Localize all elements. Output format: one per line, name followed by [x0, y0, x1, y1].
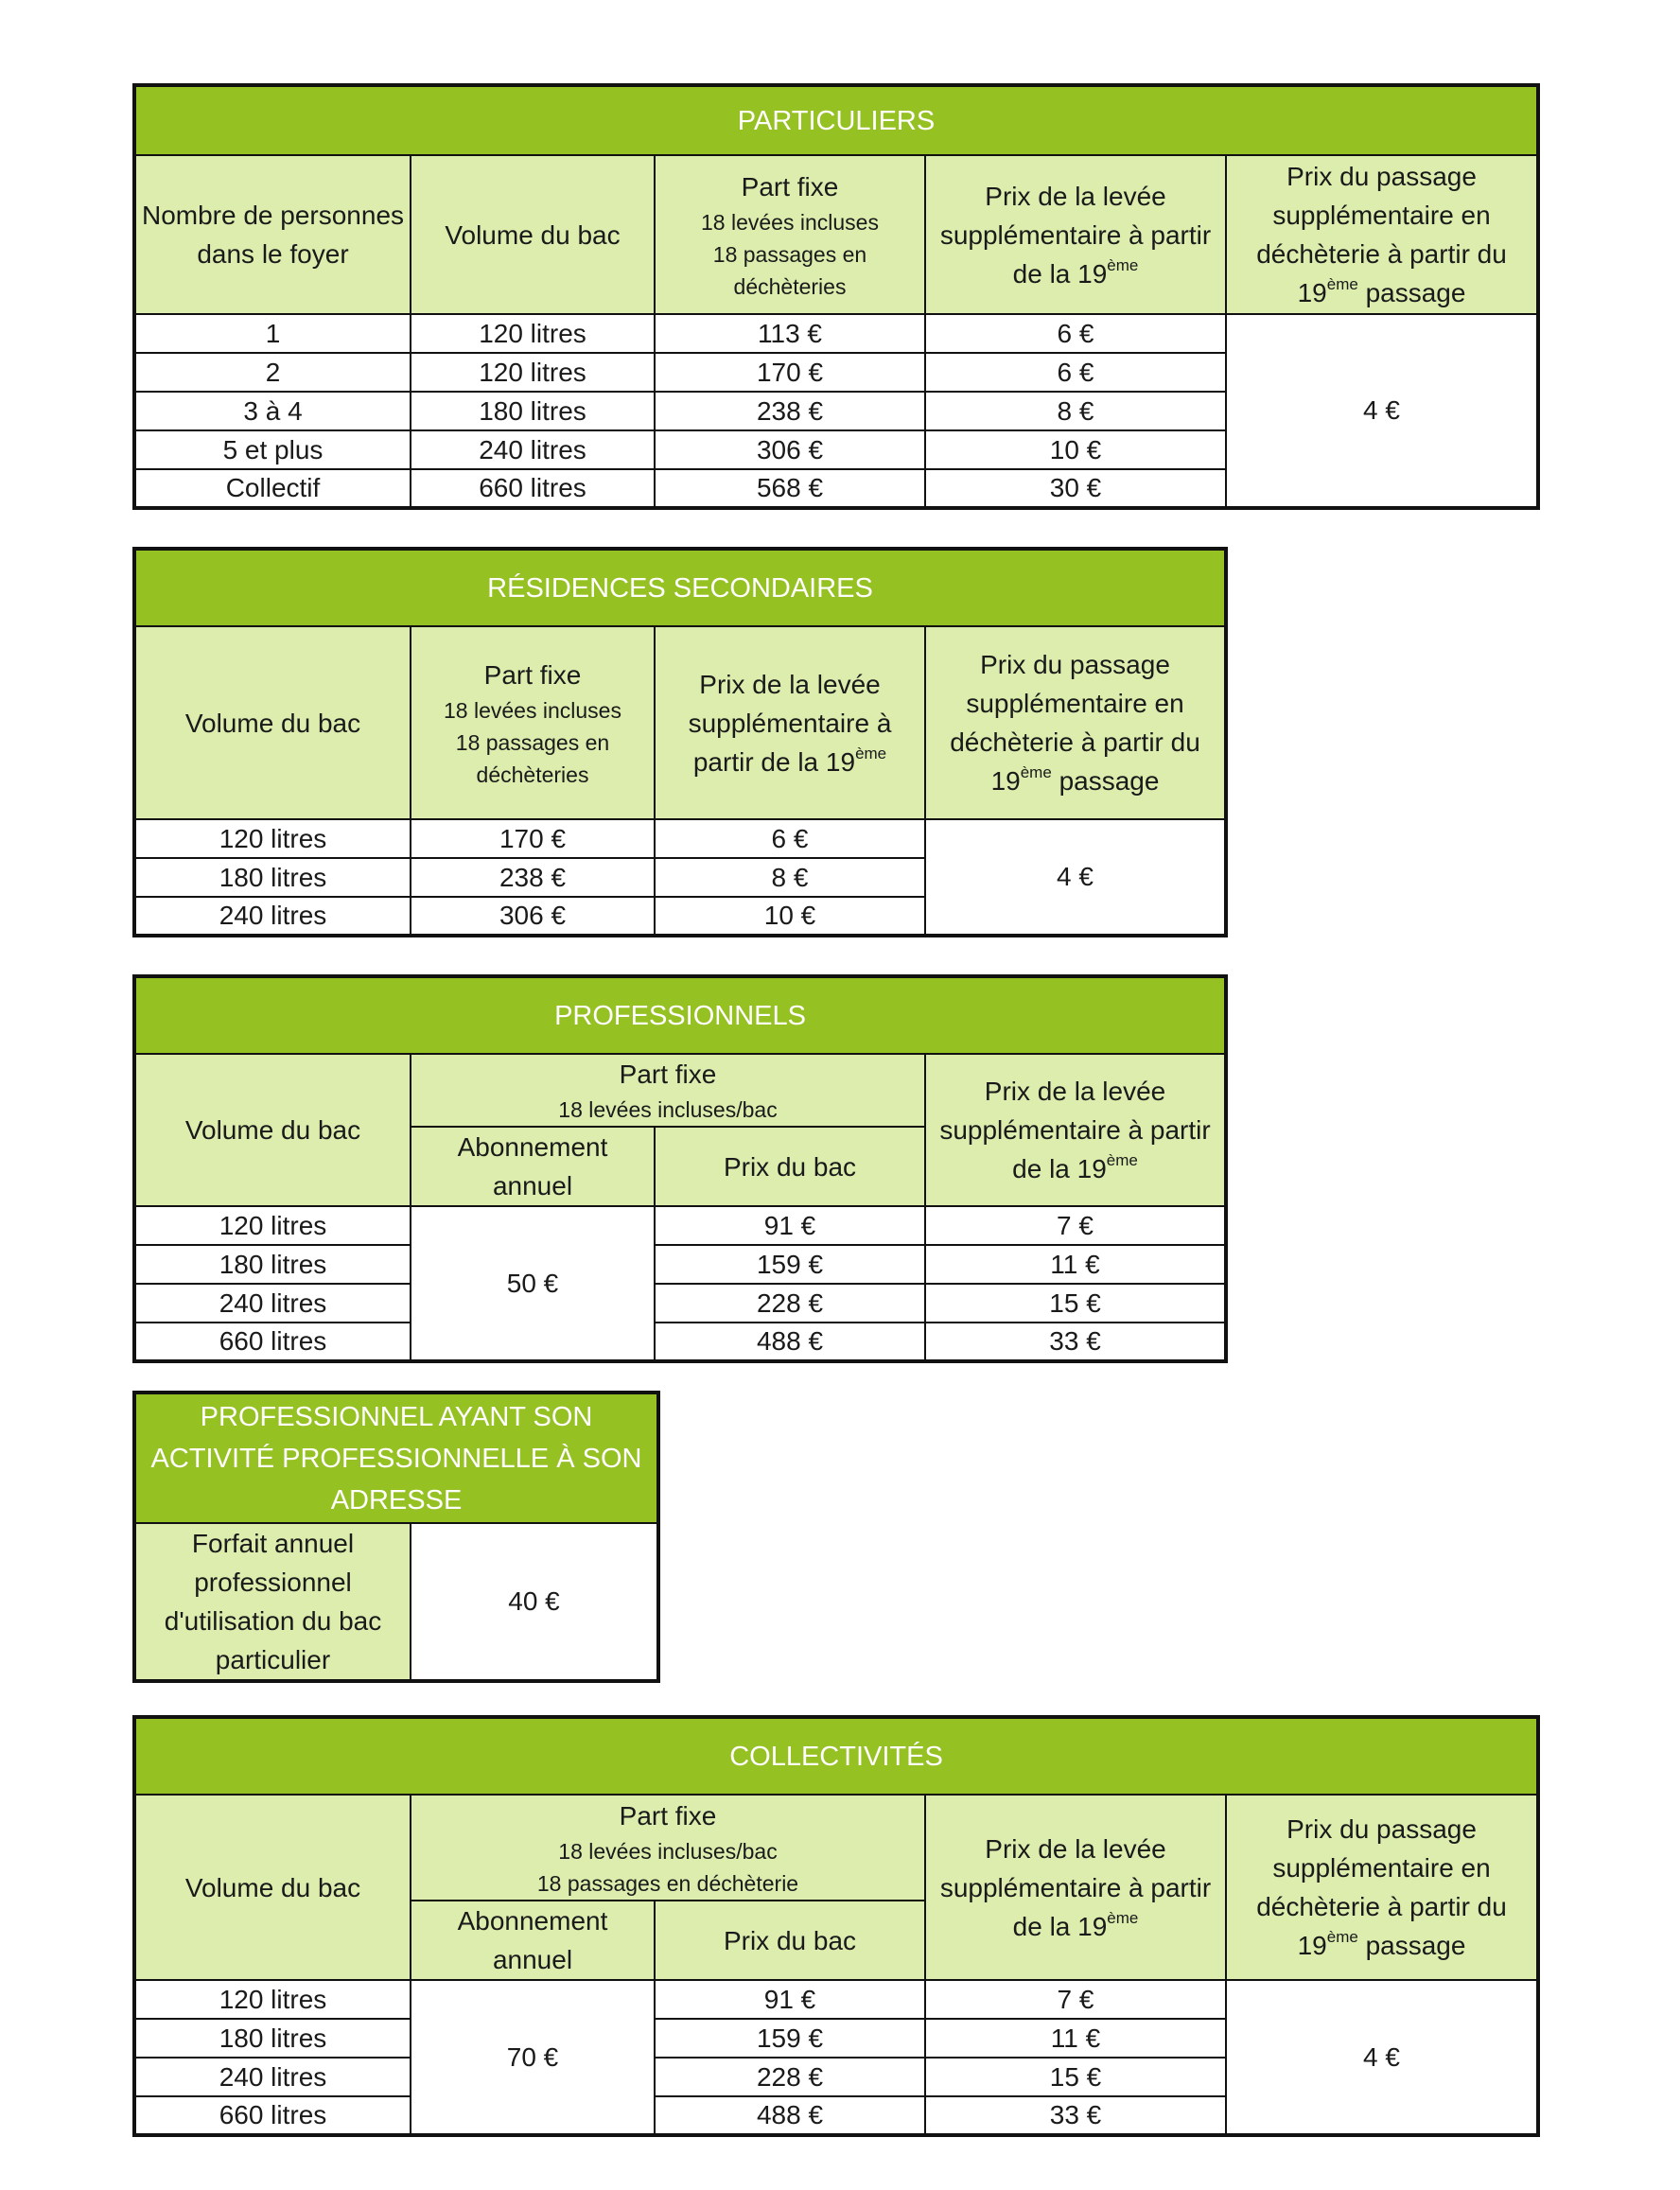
- table-title: RÉSIDENCES SECONDAIRES: [134, 549, 1226, 626]
- cell-bac: 159 €: [655, 2019, 925, 2058]
- header-levee: Prix de la levée supplémentaire à partir de la 19ème: [925, 1795, 1226, 1980]
- header-part-fixe: [655, 155, 925, 314]
- cell-volume: 240 litres: [134, 2058, 411, 2096]
- cell-levee: 8 €: [655, 858, 925, 897]
- cell-persons: 3 à 4: [134, 392, 411, 430]
- header-prix-bac: Prix du bac: [655, 1127, 925, 1206]
- cell-bac: 91 €: [655, 1206, 925, 1245]
- cell-volume: 240 litres: [411, 430, 655, 469]
- cell-volume: 240 litres: [134, 897, 411, 936]
- cell-volume: 120 litres: [134, 1206, 411, 1245]
- cell-fixe: 568 €: [655, 469, 925, 508]
- table-title: PROFESSIONNELS: [134, 976, 1226, 1054]
- header-abonnement: Abonnement annuel: [411, 1901, 655, 1980]
- table-row: [134, 1284, 1226, 1323]
- cell-fixe: 306 €: [411, 897, 655, 936]
- cell-levee: 7 €: [925, 1206, 1226, 1245]
- header-volume: Volume du bac: [411, 155, 655, 314]
- cell-bac: 159 €: [655, 1245, 925, 1284]
- table-row: [134, 1245, 1226, 1284]
- cell-levee: 10 €: [655, 897, 925, 936]
- table-residences-secondaires: [132, 547, 1228, 937]
- header-volume: Volume du bac: [134, 626, 411, 819]
- cell-volume: 180 litres: [134, 858, 411, 897]
- header-volume: Volume du bac: [134, 1795, 411, 1980]
- table-professionnels: [132, 974, 1228, 1363]
- cell-levee: 15 €: [925, 1284, 1226, 1323]
- table-title: COLLECTIVITÉS: [134, 1717, 1538, 1795]
- cell-levee: 33 €: [925, 2096, 1226, 2135]
- part-fixe-sub: 18 levées incluses: [444, 697, 621, 723]
- part-fixe-label: Part fixe: [619, 1800, 717, 1831]
- cell-volume: 180 litres: [134, 1245, 411, 1284]
- cell-bac: 228 €: [655, 1284, 925, 1323]
- cell-bac: 488 €: [655, 1323, 925, 1361]
- part-fixe-sub: 18 passages en déchèterie: [536, 1870, 799, 1896]
- header-part-fixe: [411, 1054, 925, 1127]
- cell-volume: 180 litres: [411, 392, 655, 430]
- forfait-price: 40 €: [411, 1523, 658, 1681]
- header-passage: Prix du passage supplémentaire en déchèterie à partir du 19ème passage: [1226, 1795, 1538, 1980]
- part-fixe-label: Part fixe: [619, 1060, 717, 1089]
- header-levee: Prix de la levée supplémentaire à partir de la 19ème: [925, 155, 1226, 314]
- cell-volume: 120 litres: [134, 819, 411, 858]
- table-row: [134, 819, 1226, 858]
- cell-fixe: 170 €: [411, 819, 655, 858]
- cell-abonnement-price: 70 €: [411, 1980, 655, 2135]
- table-particuliers: [132, 83, 1540, 510]
- header-part-fixe: [411, 626, 655, 819]
- cell-levee: 15 €: [925, 2058, 1226, 2096]
- cell-fixe: 170 €: [655, 353, 925, 392]
- table-title: PARTICULIERS: [134, 85, 1538, 155]
- cell-bac: 91 €: [655, 1980, 925, 2019]
- table-row: [134, 1323, 1226, 1361]
- cell-levee: 6 €: [655, 819, 925, 858]
- cell-levee: 33 €: [925, 1323, 1226, 1361]
- cell-volume: 120 litres: [134, 1980, 411, 2019]
- cell-levee: 11 €: [925, 2019, 1226, 2058]
- cell-levee: 10 €: [925, 430, 1226, 469]
- table-title: PROFESSIONNEL AYANT SON ACTIVITÉ PROFESSIONNELLE À SON ADRESSE: [134, 1393, 658, 1523]
- cell-levee: 7 €: [925, 1980, 1226, 2019]
- cell-volume: 120 litres: [411, 353, 655, 392]
- cell-abonnement-price: 50 €: [411, 1206, 655, 1361]
- cell-fixe: 238 €: [411, 858, 655, 897]
- cell-bac: 488 €: [655, 2096, 925, 2135]
- header-abonnement: Abonnement annuel: [411, 1127, 655, 1206]
- header-levee: Prix de la levée supplémentaire à partir de la 19ème: [655, 626, 925, 819]
- part-fixe-sub: 18 passages en déchèteries: [455, 729, 610, 787]
- part-fixe-sub: 18 levées incluses/bac: [558, 1838, 778, 1864]
- cell-levee: 30 €: [925, 469, 1226, 508]
- header-prix-bac: Prix du bac: [655, 1901, 925, 1980]
- cell-volume: 240 litres: [134, 1284, 411, 1323]
- cell-levee: 6 €: [925, 353, 1226, 392]
- cell-levee: 8 €: [925, 392, 1226, 430]
- cell-levee: 11 €: [925, 1245, 1226, 1284]
- table-collectivites: [132, 1715, 1540, 2137]
- cell-passage-price: 4 €: [925, 819, 1226, 936]
- header-part-fixe: [411, 1795, 925, 1901]
- cell-bac: 228 €: [655, 2058, 925, 2096]
- cell-persons: 2: [134, 353, 411, 392]
- forfait-label: Forfait annuel professionnel d'utilisation du bac particulier: [134, 1523, 411, 1681]
- part-fixe-label: Part fixe: [741, 171, 839, 201]
- cell-passage-price: 4 €: [1226, 1980, 1538, 2135]
- cell-passage-price: 4 €: [1226, 314, 1538, 508]
- table-row: [134, 314, 1538, 353]
- cell-levee: 6 €: [925, 314, 1226, 353]
- cell-fixe: 306 €: [655, 430, 925, 469]
- cell-persons: 5 et plus: [134, 430, 411, 469]
- table-row: [134, 1206, 1226, 1245]
- cell-volume: 660 litres: [134, 2096, 411, 2135]
- cell-fixe: 113 €: [655, 314, 925, 353]
- cell-volume: 180 litres: [134, 2019, 411, 2058]
- part-fixe-sub: 18 levées incluses/bac: [558, 1097, 778, 1122]
- cell-persons: Collectif: [134, 469, 411, 508]
- cell-volume: 660 litres: [411, 469, 655, 508]
- part-fixe-sub: 18 passages en déchèteries: [712, 241, 867, 299]
- table-row: [134, 1980, 1538, 2019]
- header-persons: Nombre de personnes dans le foyer: [134, 155, 411, 314]
- part-fixe-label: Part fixe: [483, 659, 582, 690]
- table-pro-adresse: [132, 1391, 660, 1683]
- part-fixe-sub: 18 levées incluses: [701, 209, 879, 235]
- header-volume: Volume du bac: [134, 1054, 411, 1206]
- header-passage: Prix du passage supplémentaire en déchèterie à partir du 19ème passage: [1226, 155, 1538, 314]
- cell-fixe: 238 €: [655, 392, 925, 430]
- cell-volume: 660 litres: [134, 1323, 411, 1361]
- header-levee: Prix de la levée supplémentaire à partir de la 19ème: [925, 1054, 1226, 1206]
- header-passage: Prix du passage supplémentaire en déchèterie à partir du 19ème passage: [925, 626, 1226, 819]
- cell-persons: 1: [134, 314, 411, 353]
- cell-volume: 120 litres: [411, 314, 655, 353]
